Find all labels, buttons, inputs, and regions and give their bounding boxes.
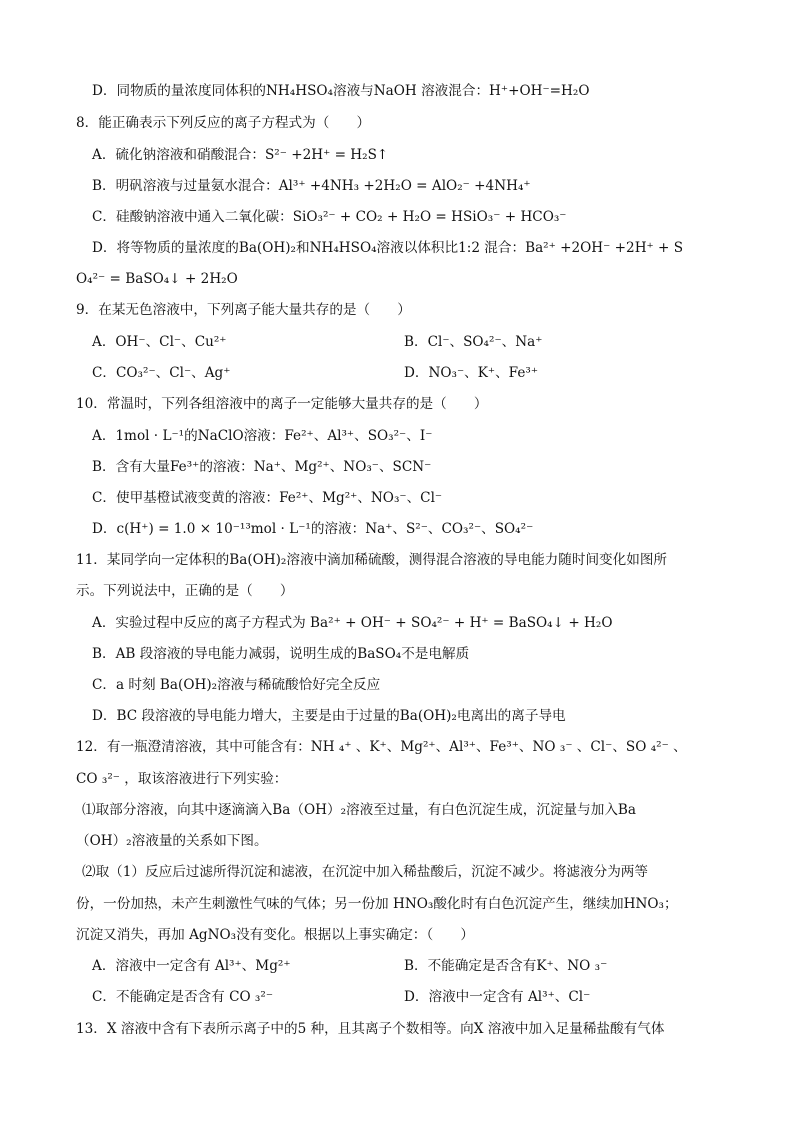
question-11-stem-line2: 示。下列说法中，正确的是（ ） xyxy=(76,583,294,599)
q11-option-b: B．AB 段溶液的导电能力减弱，说明生成的BaSO₄不是电解质 xyxy=(92,646,470,662)
q8-option-a: A．硫化钠溶液和硝酸混合：S²⁻ +2H⁺ = H₂S↑ xyxy=(92,147,389,163)
q8-option-c: C．硅酸钠溶液中通入二氧化碳：SiO₃²⁻ + CO₂ + H₂O = HSiO₃⁻ + HCO₃⁻ xyxy=(92,209,567,225)
question-9-stem: 9．在某无色溶液中，下列离子能大量共存的是（ ） xyxy=(76,302,411,318)
question-12-stem-line2: CO ₃²⁻ ，取该溶液进行下列实验： xyxy=(76,771,288,787)
q11-option-d: D．BC 段溶液的导电能力增大，主要是由于过量的Ba(OH)₂电离出的离子导电 xyxy=(92,708,566,724)
q12-option-c: C．不能确定是否含有 CO ₃²⁻ xyxy=(92,989,274,1005)
q12-step2-line2: 份，一份加热，未产生刺激性气味的气体；另一份加 HNO₃酸化时有白色沉淀产生，继续加HNO₃； xyxy=(76,896,678,912)
q12-step2-line1: ⑵取（1）反应后过滤所得沉淀和滤液，在沉淀中加入稀盐酸后，沉淀不减少。将滤液分为两等 xyxy=(82,864,648,880)
q12-step2-line3: 沉淀又消失，再加 AgNO₃没有变化。根据以上事实确定：（ ） xyxy=(76,927,474,943)
q11-option-c: C．a 时刻 Ba(OH)₂溶液与稀硫酸恰好完全反应 xyxy=(92,677,381,693)
q11-option-a: A．实验过程中反应的离子方程式为 Ba²⁺ + OH⁻ + SO₄²⁻ + H⁺ = BaSO₄↓ + H₂O xyxy=(92,615,613,631)
q8-option-d-line1: D．将等物质的量浓度的Ba(OH)₂和NH₄HSO₄溶液以体积比1:2 混合：Ba²⁺ +2OH⁻ +2H⁺ + S xyxy=(92,240,684,256)
question-11-stem-line1: 11．某同学向一定体积的Ba(OH)₂溶液中滴加稀硫酸，测得混合溶液的导电能力随时间变化如图所 xyxy=(76,552,668,568)
q10-option-b: B．含有大量Fe³⁺的溶液：Na⁺、Mg²⁺、NO₃⁻、SCN⁻ xyxy=(92,459,432,475)
question-10-stem: 10．常温时，下列各组溶液中的离子一定能够大量共存的是（ ） xyxy=(76,396,488,412)
q10-option-d: D．c(H⁺) = 1.0 × 10⁻¹³mol · L⁻¹的溶液：Na⁺、S²⁻、CO₃²⁻、SO₄²⁻ xyxy=(92,521,534,537)
q10-option-a: A．1mol · L⁻¹的NaClO溶液：Fe²⁺、Al³⁺、SO₃²⁻、I⁻ xyxy=(92,428,433,444)
q10-option-c: C．使甲基橙试液变黄的溶液：Fe²⁺、Mg²⁺、NO₃⁻、Cl⁻ xyxy=(92,490,443,506)
question-13-stem: 13．X 溶液中含有下表所示离子中的5 种，且其离子个数相等。向X 溶液中加入足量稀盐酸有气体 xyxy=(76,1021,665,1037)
question-8-stem: 8．能正确表示下列反应的离子方程式为（ ） xyxy=(76,115,371,131)
question-12-stem-line1: 12．有一瓶澄清溶液，其中可能含有：NH ₄⁺ 、K⁺、Mg²⁺、Al³⁺、Fe³⁺、NO ₃⁻ 、Cl⁻、SO ₄²⁻ 、 xyxy=(76,739,687,755)
q8-option-d-line2: O₄²⁻ = BaSO₄↓ + 2H₂O xyxy=(76,271,238,287)
q7-option-d: D．同物质的量浓度同体积的NH₄HSO₄溶液与NaOH 溶液混合：H⁺+OH⁻=H₂O xyxy=(92,83,590,99)
q9-option-c: C．CO₃²⁻、Cl⁻、Ag⁺ xyxy=(92,365,231,381)
q9-option-d: D．NO₃⁻、K⁺、Fe³⁺ xyxy=(404,365,539,381)
q8-option-b: B．明矾溶液与过量氨水混合：Al³⁺ +4NH₃ +2H₂O = AlO₂⁻ +4NH₄⁺ xyxy=(92,178,531,194)
q12-step1-line2: （OH）₂溶液量的关系如下图。 xyxy=(76,833,268,849)
q9-option-a: A．OH⁻、Cl⁻、Cu²⁺ xyxy=(92,334,227,350)
q12-option-d: D．溶液中一定含有 Al³⁺、Cl⁻ xyxy=(404,989,591,1005)
q9-option-b: B．Cl⁻、SO₄²⁻、Na⁺ xyxy=(404,334,543,350)
q12-option-b: B．不能确定是否含有K⁺、NO ₃⁻ xyxy=(404,958,608,974)
q12-option-a: A．溶液中一定含有 Al³⁺、Mg²⁺ xyxy=(92,958,291,974)
q12-step1-line1: ⑴取部分溶液，向其中逐滴滴入Ba（OH）₂溶液至过量，有白色沉淀生成，沉淀量与加入Ba xyxy=(82,802,637,818)
